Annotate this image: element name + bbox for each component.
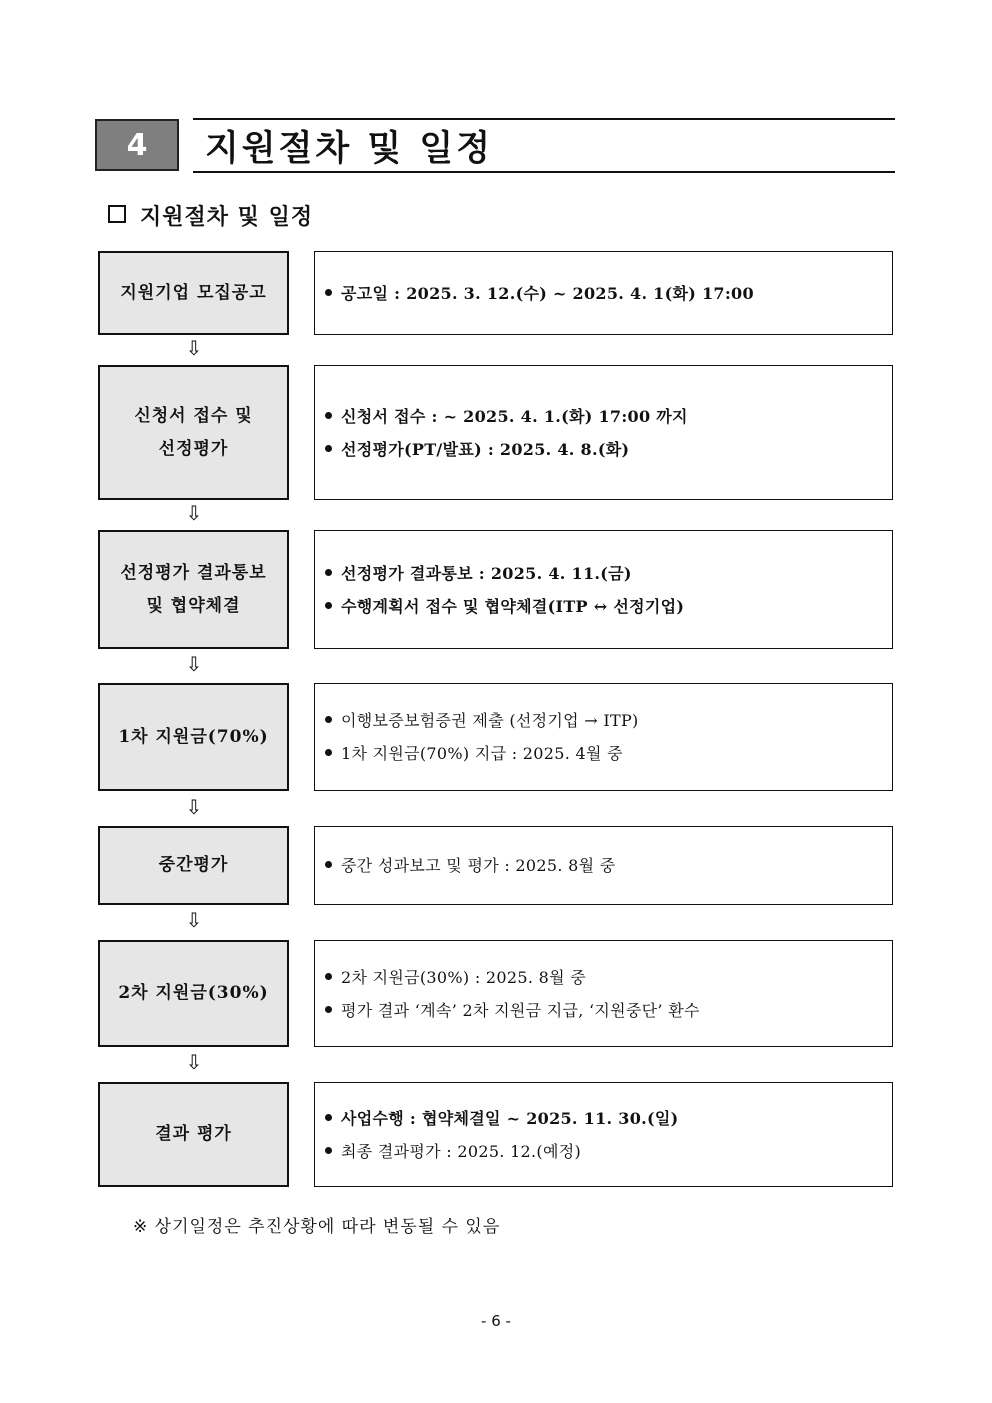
detail-text: 1차 지원금(70%) 지급 : 2025. 4월 중	[341, 744, 623, 763]
subheading-text: 지원절차 및 일정	[140, 205, 314, 230]
step-label	[98, 530, 289, 649]
subheading	[108, 200, 313, 231]
detail-item	[325, 400, 892, 433]
detail-item	[325, 277, 892, 310]
detail-item	[325, 849, 892, 882]
step-label	[98, 826, 289, 905]
detail-item	[325, 590, 892, 623]
step-label	[98, 365, 289, 500]
down-arrow-icon: ⇩	[185, 336, 203, 360]
step-label-text	[118, 721, 268, 754]
bullet-icon	[325, 445, 332, 452]
down-arrow-icon: ⇩	[185, 1050, 203, 1074]
bullet-icon	[325, 716, 332, 723]
detail-item	[325, 1102, 892, 1135]
step-detail-box	[314, 940, 893, 1047]
step-detail-box	[314, 1082, 893, 1187]
bullet-icon	[325, 569, 332, 576]
step-label-line: 중간평가	[158, 855, 229, 875]
step-detail-box	[314, 826, 893, 905]
step-label-text	[155, 1118, 232, 1151]
detail-item	[325, 961, 892, 994]
detail-item	[325, 994, 892, 1027]
step-label-line: 지원기업 모집공고	[120, 282, 267, 303]
step-label-line: 선정평가	[158, 438, 229, 459]
detail-item	[325, 557, 892, 590]
detail-text: 최종 결과평가 : 2025. 12.(예정)	[341, 1141, 582, 1161]
bullet-icon	[325, 289, 332, 296]
step-label-text	[134, 400, 252, 466]
detail-text: 선정평가(PT/발표) : 2025. 4. 8.(화)	[341, 439, 630, 459]
down-arrow-icon: ⇩	[185, 795, 203, 819]
step-label-text	[120, 557, 266, 623]
bullet-icon	[325, 973, 332, 980]
detail-text: 공고일 : 2025. 3. 12.(수) ~ 2025. 4. 1(화) 17:00	[341, 283, 754, 303]
bullet-icon	[325, 861, 332, 868]
detail-text: 2차 지원금(30%) : 2025. 8월 중	[341, 967, 586, 987]
step-detail-box	[314, 365, 893, 500]
page-number: - 6 -	[481, 1312, 511, 1330]
section-title: 지원절차 및 일정	[193, 118, 895, 173]
step-label	[98, 1082, 289, 1187]
section-number: 4	[95, 119, 179, 171]
step-label-line: 결과 평가	[155, 1124, 232, 1144]
bullet-icon	[325, 602, 332, 609]
step-label	[98, 940, 289, 1047]
detail-text: 중간 성과보고 및 평가 : 2025. 8월 중	[341, 856, 616, 875]
detail-item	[325, 704, 892, 737]
bullet-icon	[325, 1006, 332, 1013]
detail-text: 신청서 접수 : ~ 2025. 4. 1.(화) 17:00 까지	[341, 406, 688, 426]
step-label-line: 및 협약체결	[146, 595, 241, 616]
step-detail-box	[314, 683, 893, 791]
step-label-line: 신청서 접수 및	[134, 405, 253, 426]
step-label-text	[120, 277, 266, 310]
detail-text: 사업수행 : 협약체결일 ~ 2025. 11. 30.(일)	[341, 1108, 679, 1128]
step-detail-box	[314, 530, 893, 649]
down-arrow-icon: ⇩	[185, 501, 203, 525]
step-label	[98, 683, 289, 791]
checkbox-square-icon	[108, 205, 126, 223]
down-arrow-icon: ⇩	[185, 908, 203, 932]
bullet-icon	[325, 412, 332, 419]
detail-text: 평가 결과 ‘계속’ 2차 지원금 지급, ‘지원중단’ 환수	[341, 1000, 700, 1020]
detail-item	[325, 737, 892, 770]
step-label-text	[159, 849, 229, 882]
step-label-line: 선정평가 결과통보	[120, 562, 267, 583]
detail-item	[325, 1135, 892, 1168]
detail-text: 이행보증보험증권 제출 (선정기업 → ITP)	[341, 711, 639, 730]
detail-text: 선정평가 결과통보 : 2025. 4. 11.(금)	[341, 563, 632, 583]
step-detail-box	[314, 251, 893, 335]
detail-text: 수행계획서 접수 및 협약체결(ITP ↔ 선정기업)	[341, 596, 685, 616]
bullet-icon	[325, 1147, 332, 1154]
schedule-note: ※ 상기일정은 추진상황에 따라 변동될 수 있음	[133, 1217, 501, 1237]
section-header	[95, 118, 895, 173]
detail-item	[325, 433, 892, 466]
bullet-icon	[325, 749, 332, 756]
down-arrow-icon: ⇩	[185, 652, 203, 676]
bullet-icon	[325, 1114, 332, 1121]
step-label-text	[118, 977, 268, 1010]
step-label-line: 1차 지원금(70%)	[118, 726, 269, 747]
step-label	[98, 251, 289, 335]
step-label-line: 2차 지원금(30%)	[118, 983, 269, 1003]
